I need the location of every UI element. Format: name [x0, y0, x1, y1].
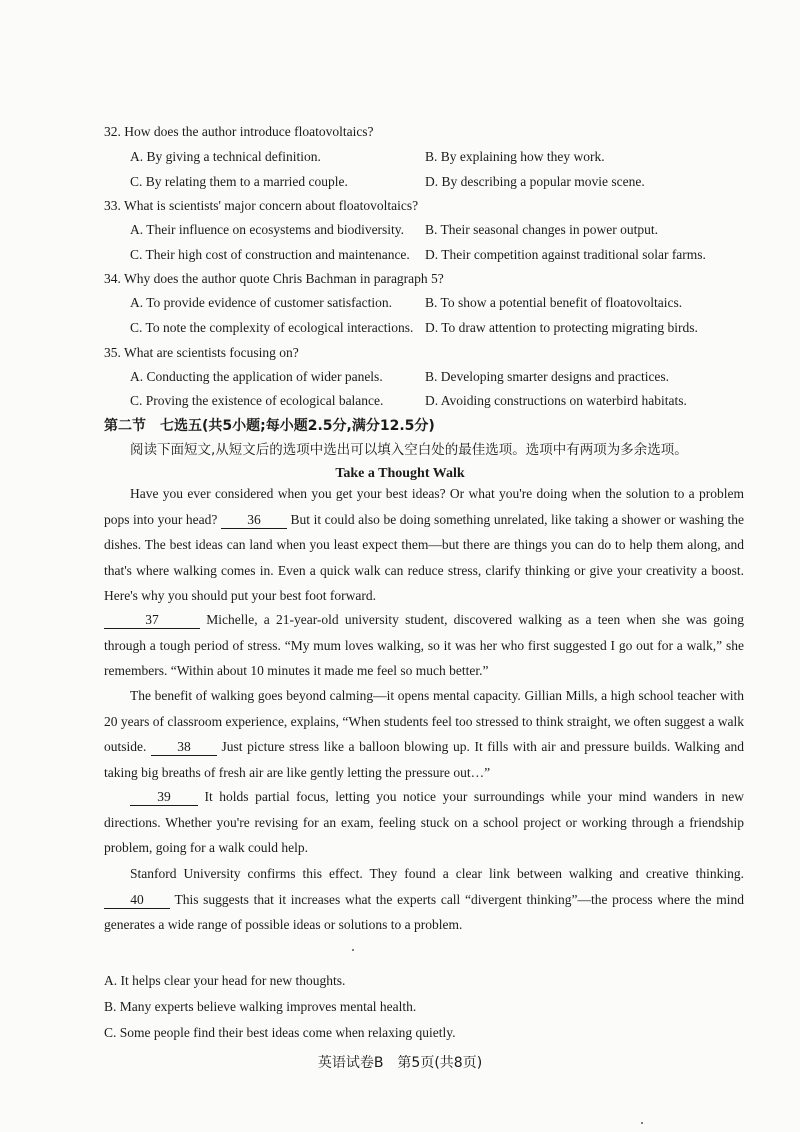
paragraph-3-text-a: The benefit of walking goes beyond calming—it opens mental capacity. Gillian Mills, a high school teacher with 20 years of classroom experience, explains, “When students feel too stressed to think straight, we often suggest a walk outside. [104, 688, 744, 754]
question-34-option-d: D. To draw attention to protecting migrating birds. [425, 320, 698, 335]
question-35-option-c: C. Proving the existence of ecological balance. [130, 393, 384, 408]
blank-38[interactable]: 38 [151, 739, 217, 756]
question-34-option-c: C. To note the complexity of ecological interactions. [130, 320, 414, 335]
scan-speck [352, 949, 354, 951]
answer-choice-c: C. Some people find their best ideas come when relaxing quietly. [104, 1025, 456, 1040]
question-35-option-a: A. Conducting the application of wider panels. [130, 369, 383, 384]
passage-title: Take a Thought Walk [335, 466, 465, 481]
passage-paragraph-4 [104, 784, 744, 861]
paragraph-3-text-b: Just picture stress like a balloon blowing up. It fills with air and pressure builds. Walking and taking big breaths of fresh air are like gently letting the pressure out…” [104, 739, 745, 780]
question-32-option-c: C. By relating them to a married couple. [130, 174, 348, 189]
answer-choice-b: B. Many experts believe walking improves mental health. [104, 999, 417, 1014]
passage-paragraph-2 [104, 607, 744, 684]
question-35-option-b: B. Developing smarter designs and practices. [425, 369, 670, 384]
paragraph-1-text-a: Have you ever considered when you get your best ideas? Or what you're doing when the solution to a problem pops into your head? [104, 486, 744, 527]
answer-choice-a: A. It helps clear your head for new thoughts. [104, 973, 346, 988]
paragraph-4-text: It holds partial focus, letting you notice your surroundings while your mind wanders in new directions. Whether you're revising for an exam, feeling stuck on a school project or working through a friendship problem, going for a walk could help. [104, 789, 744, 855]
blank-36[interactable]: 36 [221, 512, 287, 529]
blank-37[interactable]: 37 [104, 612, 200, 629]
question-32-option-d: D. By describing a popular movie scene. [425, 174, 645, 189]
scan-speck [641, 1122, 643, 1124]
paragraph-1-text-b: But it could also be doing something unrelated, like taking a shower or washing the dishes. The best ideas can land when you least expect them—but there are things you can do to help them along, and that's where walking comes in. Even a quick walk can reduce stress, clarify thinking or give your creativity a boost. Here's why you should put your best foot forward. [104, 511, 745, 603]
question-33-stem: 33. What is scientists' major concern about floatovoltaics? [104, 198, 419, 213]
question-34-option-b: B. To show a potential benefit of floatovoltaics. [425, 295, 683, 310]
section-instruction: 阅读下面短文,从短文后的选项中选出可以填入空白处的最佳选项。选项中有两项为多余选项。 [130, 442, 688, 458]
question-33-option-c: C. Their high cost of construction and maintenance. [130, 247, 410, 262]
question-33-option-d: D. Their competition against traditional solar farms. [425, 247, 706, 262]
blank-40[interactable]: 40 [104, 892, 170, 909]
passage-paragraph-5 [104, 861, 744, 938]
question-33-option-a: A. Their influence on ecosystems and biodiversity. [130, 222, 405, 237]
page-footer: 英语试卷B 第5页(共8页) [317, 1055, 483, 1071]
paragraph-2-text: Michelle, a 21-year-old university student, discovered walking as a teen when she was going through a tough period of stress. “My mum loves walking, so it was her who first suggested I go out for a walk,” she remembers. “Within about 10 minutes it made me feel so much better.” [104, 612, 745, 678]
question-34-stem: 34. Why does the author quote Chris Bachman in paragraph 5? [104, 271, 444, 286]
question-32-stem: 32. How does the author introduce floatovoltaics? [104, 124, 374, 139]
paragraph-5-text-b: This suggests that it increases what the experts call “divergent thinking”—the process where the mind generates a wide range of possible ideas or solutions to a problem. [104, 891, 744, 932]
passage-paragraph-1 [104, 481, 744, 609]
paragraph-5-text-a: Stanford University confirms this effect. They found a clear link between walking and creative thinking. [130, 866, 744, 881]
question-32-option-a: A. By giving a technical definition. [130, 149, 321, 164]
question-35-stem: 35. What are scientists focusing on? [104, 345, 299, 360]
question-33-option-b: B. Their seasonal changes in power output. [425, 222, 658, 237]
question-34-option-a: A. To provide evidence of customer satisfaction. [130, 295, 392, 310]
question-32-option-b: B. By explaining how they work. [425, 149, 605, 164]
section-heading: 第二节 七选五(共5小题;每小题2.5分,满分12.5分) [104, 418, 435, 434]
blank-39[interactable]: 39 [130, 789, 198, 806]
question-35-option-d: D. Avoiding constructions on waterbird habitats. [425, 393, 687, 408]
passage-paragraph-3 [104, 683, 744, 785]
